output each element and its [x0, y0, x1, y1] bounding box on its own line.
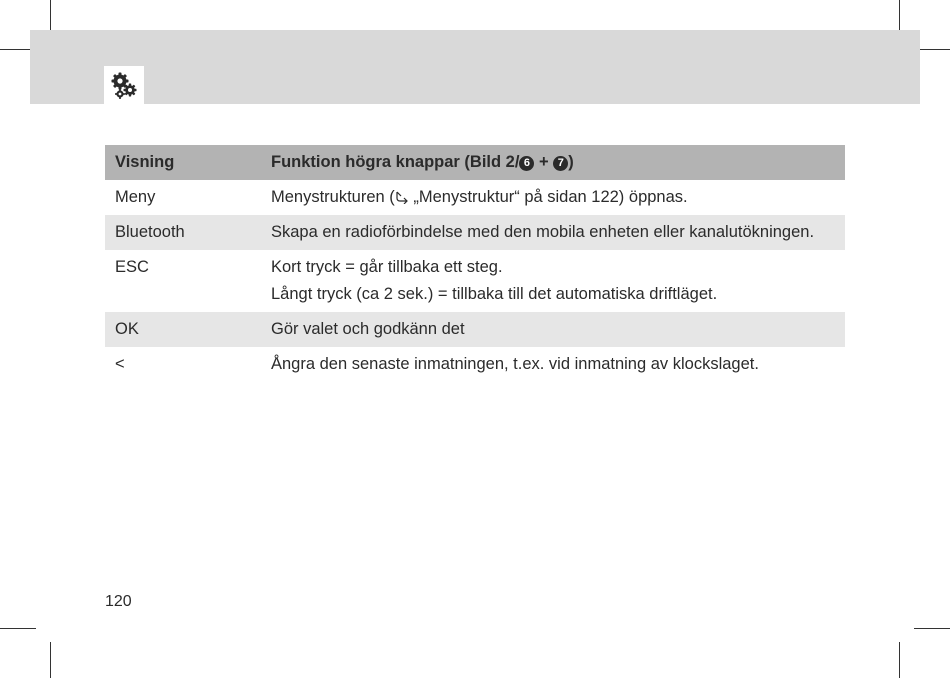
- row-description: Ångra den senaste inmatningen, t.ex. vid inmatning av klockslaget.: [271, 355, 759, 373]
- row-description: Skapa en radioförbindelse med den mobila enheten eller kanalutökningen.: [261, 215, 845, 250]
- page-reference-icon: [395, 190, 409, 204]
- gears-icon: [109, 70, 139, 100]
- table-header-row: [105, 145, 845, 180]
- column-header-function: [261, 145, 845, 180]
- crop-mark: [899, 642, 900, 678]
- row-description: [261, 250, 845, 312]
- desc-line: Långt tryck (ca 2 sek.) = tillbaka till det automatiska driftläget.: [271, 285, 718, 303]
- circled-number-7: 7: [553, 156, 568, 171]
- table-row: [105, 180, 845, 215]
- table-row: [105, 312, 845, 347]
- desc-text: „Menystruktur“ på sidan 122) öppnas.: [408, 188, 688, 206]
- table-row: [105, 250, 845, 312]
- circled-number-6: 6: [519, 156, 534, 171]
- page-number: 120: [105, 593, 132, 610]
- row-key: ESC: [115, 258, 149, 276]
- crop-mark: [50, 642, 51, 678]
- desc-text: Menystrukturen (: [271, 188, 395, 206]
- column-header-display: Visning: [105, 145, 261, 180]
- row-key: Meny: [115, 188, 156, 206]
- crop-mark: [0, 628, 36, 629]
- crop-mark: [914, 628, 950, 629]
- table-row: [105, 347, 845, 382]
- row-description: Gör valet och godkänn det: [261, 312, 845, 347]
- function-table: [105, 145, 845, 382]
- header-banner: [30, 30, 920, 104]
- section-badge: [104, 66, 144, 104]
- desc-line: Kort tryck = går tillbaka ett steg.: [271, 258, 503, 276]
- row-description: [261, 180, 845, 215]
- header-plus: +: [534, 153, 554, 171]
- header-text-suffix: ): [568, 153, 574, 171]
- row-key: <: [115, 355, 125, 373]
- table-row: [105, 215, 845, 250]
- row-key: OK: [105, 312, 261, 347]
- header-text-prefix: Funktion högra knappar (Bild 2/: [271, 153, 520, 171]
- row-key: Bluetooth: [105, 215, 261, 250]
